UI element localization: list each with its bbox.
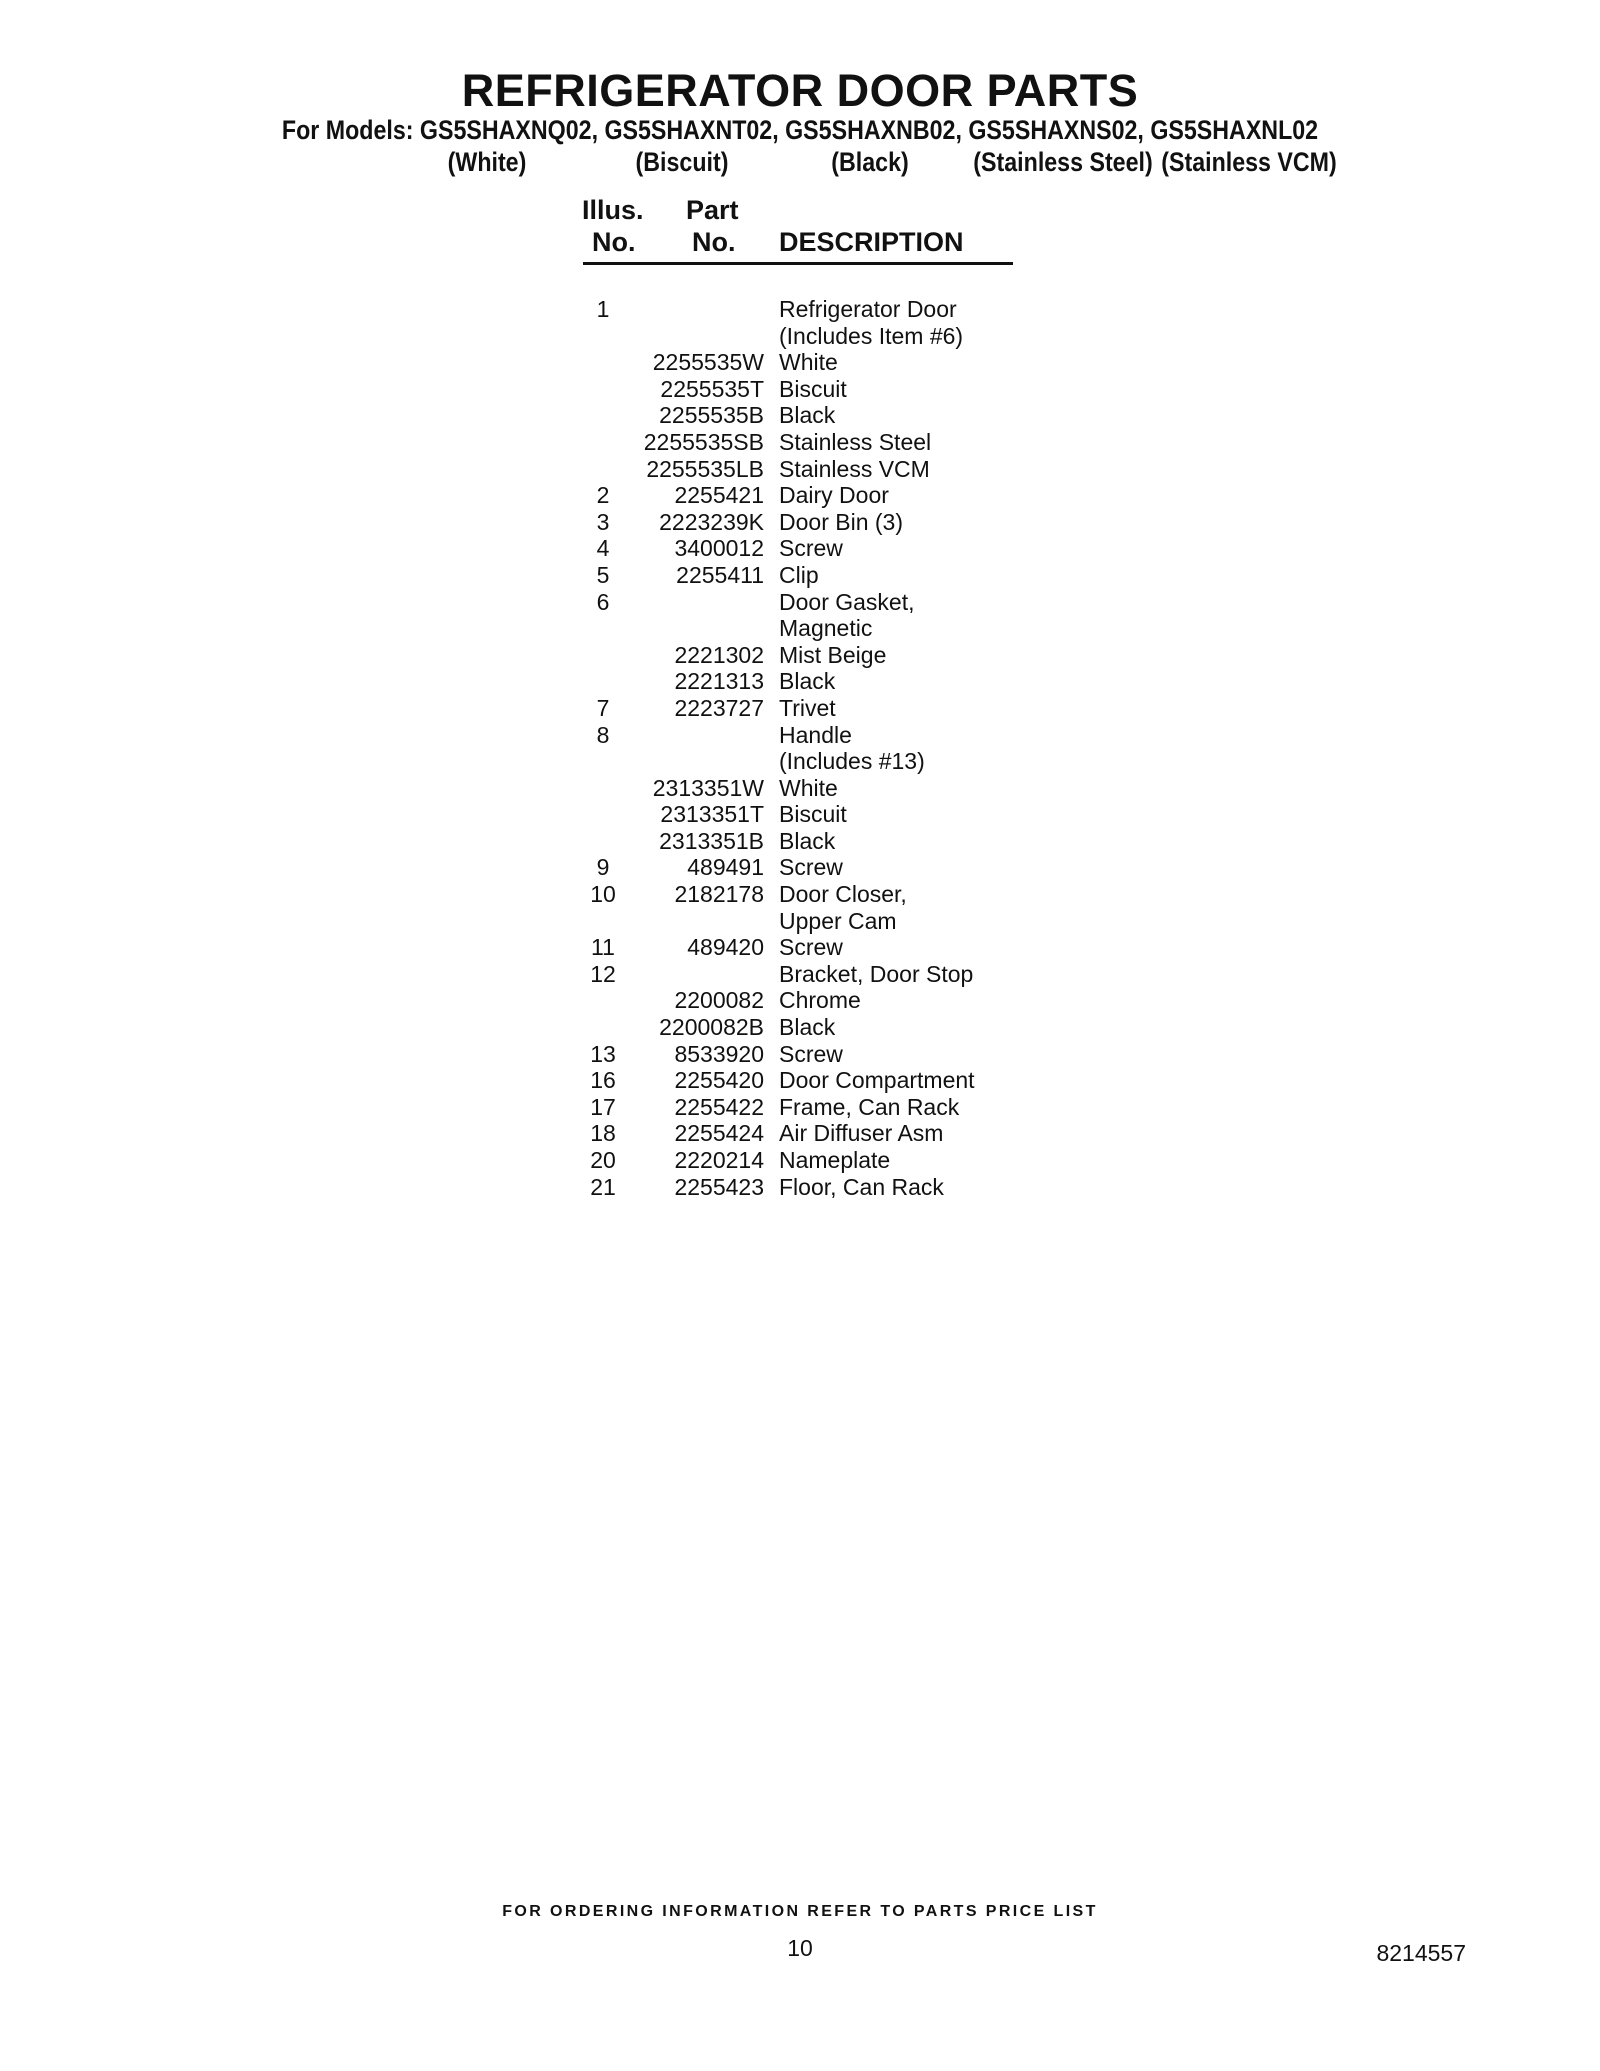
table-row <box>0 402 1600 429</box>
column-header-illus-top: Illus. <box>582 195 644 225</box>
illus-number: 4 <box>596 535 610 562</box>
column-header-part-bottom: No. <box>692 227 736 257</box>
part-description: (Includes #13) <box>779 748 925 775</box>
table-row <box>0 535 1600 562</box>
table-row <box>0 961 1600 988</box>
part-description: Stainless Steel <box>779 428 932 455</box>
illus-number: 6 <box>596 588 610 615</box>
ordering-note: FOR ORDERING INFORMATION REFER TO PARTS PRICE LIST <box>502 1903 1098 1920</box>
color-label-black: (Black) <box>831 147 909 177</box>
table-row <box>0 562 1600 589</box>
table-row <box>0 908 1600 935</box>
color-label-stainless-steel: (Stainless Steel) <box>973 147 1153 177</box>
table-row <box>0 482 1600 509</box>
part-number: 2255422 <box>674 1093 764 1120</box>
table-row <box>0 1174 1600 1201</box>
part-description: Air Diffuser Asm <box>779 1120 944 1147</box>
illus-number: 21 <box>590 1173 616 1200</box>
part-number: 8533920 <box>674 1040 764 1067</box>
part-number: 2255421 <box>674 482 764 509</box>
part-number: 2255420 <box>674 1067 764 1094</box>
part-description: Clip <box>779 561 819 588</box>
column-header-description: DESCRIPTION <box>779 227 964 257</box>
part-description: White <box>779 349 838 376</box>
table-row <box>0 801 1600 828</box>
part-description: Screw <box>779 535 843 562</box>
illus-number: 7 <box>596 694 610 721</box>
part-description: Magnetic <box>779 615 873 642</box>
table-row <box>0 456 1600 483</box>
part-description: Door Gasket, <box>779 588 915 615</box>
part-description: White <box>779 774 838 801</box>
part-description: Mist Beige <box>779 641 887 668</box>
part-number: 2255535B <box>659 402 764 429</box>
part-description: Black <box>779 402 836 429</box>
page-number: 10 <box>787 1935 813 1961</box>
part-number: 2255535W <box>652 349 764 376</box>
illus-number: 5 <box>596 561 610 588</box>
table-row <box>0 1041 1600 1068</box>
part-description: Biscuit <box>779 375 847 402</box>
part-number: 2313351T <box>660 801 764 828</box>
part-number: 2182178 <box>674 881 764 908</box>
part-description: Bracket, Door Stop <box>779 960 974 987</box>
part-number: 2313351W <box>652 774 764 801</box>
part-description: Handle <box>779 721 852 748</box>
illus-number: 18 <box>590 1120 616 1147</box>
table-row <box>0 1014 1600 1041</box>
illus-number: 16 <box>590 1067 616 1094</box>
part-number: 2223239K <box>659 508 764 535</box>
table-row <box>0 828 1600 855</box>
part-description: Door Compartment <box>779 1067 975 1094</box>
part-number: 2313351B <box>659 827 764 854</box>
table-row <box>0 854 1600 881</box>
table-row <box>0 1094 1600 1121</box>
part-number: 2255423 <box>674 1173 764 1200</box>
part-number: 2255424 <box>674 1120 764 1147</box>
table-row <box>0 509 1600 536</box>
part-number: 2200082 <box>674 987 764 1014</box>
part-description: (Includes Item #6) <box>779 322 964 349</box>
part-number: 2255411 <box>676 561 764 588</box>
table-row <box>0 1147 1600 1174</box>
part-number: 2255535SB <box>643 428 764 455</box>
part-number: 2220214 <box>674 1147 764 1173</box>
part-description: Black <box>779 827 836 854</box>
color-label-biscuit: (Biscuit) <box>635 147 729 177</box>
table-row <box>0 1067 1600 1094</box>
illus-number: 3 <box>596 508 610 535</box>
illus-number: 17 <box>590 1093 616 1120</box>
part-description: Dairy Door <box>779 482 889 509</box>
part-number: 489491 <box>687 854 764 881</box>
page-title: REFRIGERATOR DOOR PARTS <box>461 65 1139 116</box>
part-description: Frame, Can Rack <box>779 1093 960 1120</box>
part-number: 2200082B <box>659 1014 764 1041</box>
part-description: Door Bin (3) <box>779 508 903 535</box>
table-row <box>0 589 1600 616</box>
part-description: Biscuit <box>779 801 847 828</box>
part-description: Screw <box>779 1040 843 1067</box>
part-description: Stainless VCM <box>779 455 930 482</box>
illus-number: 2 <box>596 482 610 509</box>
table-row <box>0 934 1600 961</box>
illus-number: 13 <box>590 1040 616 1067</box>
part-number: 2223727 <box>674 694 764 721</box>
part-description: Floor, Can Rack <box>779 1173 944 1200</box>
table-row <box>0 429 1600 456</box>
illus-number: 12 <box>590 960 616 987</box>
table-row <box>0 642 1600 669</box>
table-row <box>0 775 1600 802</box>
table-row <box>0 1120 1600 1147</box>
document-number: 8214557 <box>1376 1940 1466 1966</box>
model-colors <box>0 146 1600 178</box>
table-row <box>0 615 1600 642</box>
table-row <box>0 748 1600 775</box>
table-row <box>0 987 1600 1014</box>
part-description: Door Closer, <box>779 881 907 908</box>
part-description: Refrigerator Door <box>779 296 957 322</box>
part-description: Black <box>779 1014 836 1041</box>
table-row <box>0 296 1600 323</box>
part-description: Chrome <box>779 987 861 1014</box>
part-description: Nameplate <box>779 1147 891 1173</box>
table-row <box>0 376 1600 403</box>
table-row <box>0 323 1600 350</box>
column-header-illus-bottom: No. <box>592 227 636 257</box>
table-row <box>0 722 1600 749</box>
header-rule <box>583 262 1013 265</box>
part-description: Trivet <box>779 694 836 721</box>
table-row <box>0 881 1600 908</box>
models-line: For Models: GS5SHAXNQ02, GS5SHAXNT02, GS5SHAXNB02, GS5SHAXNS02, GS5SHAXNL02 <box>281 115 1319 145</box>
table-row <box>0 695 1600 722</box>
table-row <box>0 349 1600 376</box>
part-number: 2255535T <box>660 375 764 402</box>
part-number: 3400012 <box>674 535 764 562</box>
illus-number: 9 <box>596 854 610 881</box>
color-label-stainless-vcm: (Stainless VCM) <box>1161 147 1337 177</box>
part-description: Screw <box>779 854 843 881</box>
illus-number: 10 <box>590 881 616 908</box>
part-description: Black <box>779 668 836 695</box>
illus-number: 20 <box>590 1147 616 1173</box>
color-label-white: (White) <box>447 147 527 177</box>
column-header-part-top: Part <box>686 195 739 225</box>
illus-number: 11 <box>591 934 615 961</box>
illus-number: 1 <box>596 296 610 322</box>
part-description: Upper Cam <box>779 907 897 934</box>
part-number: 489420 <box>687 934 764 961</box>
part-number: 2221313 <box>674 668 764 695</box>
part-number: 2221302 <box>674 641 764 668</box>
illus-number: 8 <box>596 721 610 748</box>
parts-list <box>0 296 1600 1200</box>
part-number: 2255535LB <box>646 455 764 482</box>
table-row <box>0 668 1600 695</box>
part-description: Screw <box>779 934 843 961</box>
